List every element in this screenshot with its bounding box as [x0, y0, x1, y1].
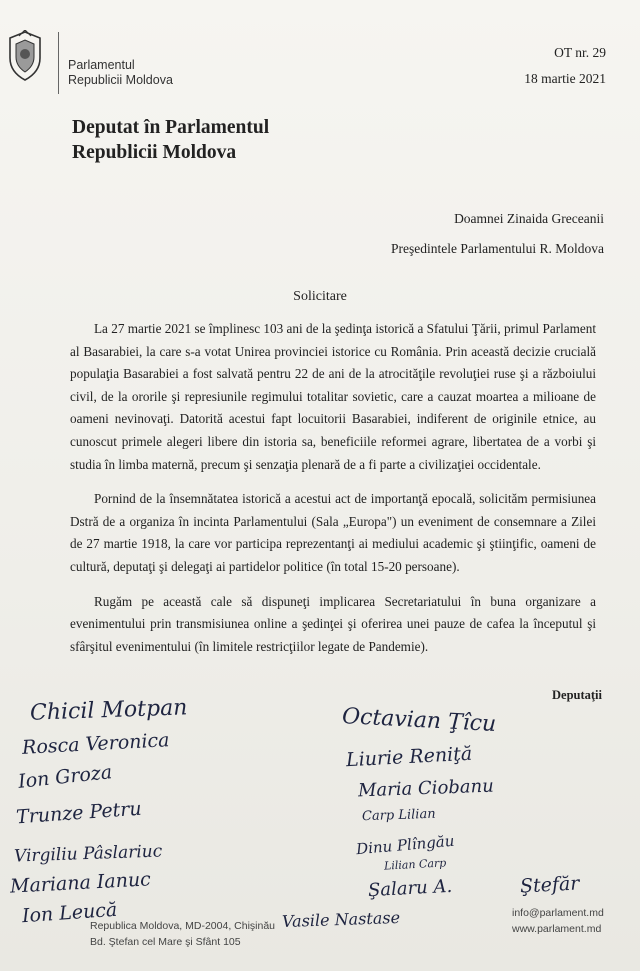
signature: Ion Leucă [21, 898, 118, 928]
signature: Dinu Plîngău [355, 831, 456, 859]
recipient-block [391, 204, 604, 264]
signature: Vasile Nastase [281, 907, 401, 932]
body-paragraph: La 27 martie 2021 se împlinesc 103 ani de la şedinţa istorică a Sfatului Ţării, primul Parlament al Basarabiei, la care s-a votat Unirea provinciei istorice cu România. Prin această decizie crucială populaţia Basarabiei a fost salvată pentru 22 de ani de la atrocităţile revoluţiei ruse şi a războiului civil, de la ororile şi represiunile regimului totalitar sovietic, care a cauzat moartea a milioane de oameni nevinovaţi. Datorită acestui fapt locuitorii Basarabiei, indiferent de originile etnice, au cunoscut primele alegeri libere din istoria sa, beneficiile reformei agrare, libertatea de a vorbi şi studia în limba maternă, precum şi senzaţia plenară de a fi parte a civilizaţiei occidentale. [70, 321, 596, 472]
footer-address-line-2: Bd. Ştefan cel Mare şi Sfânt 105 [90, 936, 241, 948]
signature: Liurie Reniţă [345, 742, 473, 772]
signature: Chicil Motpan [29, 695, 188, 726]
signatories-label: Deputaţii [552, 688, 602, 702]
signature: Lilian Carp [383, 856, 447, 873]
sender-title [72, 115, 269, 165]
signature: Mariana Ianuc [9, 868, 152, 898]
institution-line-1: Parlamentul [68, 58, 135, 72]
signature: Virgiliu Pâslariuc [13, 841, 163, 867]
signature: Ştefăr [519, 872, 580, 898]
letter-date: 18 martie 2021 [524, 71, 606, 86]
coat-of-arms-icon [6, 30, 44, 82]
footer-email: info@parlament.md [512, 907, 604, 919]
sender-line-1: Deputat în Parlamentul [72, 117, 270, 138]
reference-number: OT nr. 29 [554, 45, 606, 60]
recipient-name: Doamnei Zinaida Greceanii [454, 211, 604, 226]
letter-subject: Solicitare [293, 289, 347, 304]
sender-line-2: Republicii Moldova [72, 142, 237, 163]
letter-body [70, 318, 596, 670]
body-paragraph: Pornind de la însemnătatea istorică a acestui act de importanţă epocală, solicităm permisiunea Dstră de a organiza în incinta Parlamentului (Sala „Europa") un eveniment de consemnare a Zilei de 27 martie 1918, la care vor participa reprezentanţi ai mediului academic şi ştiinţific, oameni de cultură, deputaţi şi delegaţi ai partidelor politice (în total 15-20 persoane). [70, 491, 596, 574]
institution-line-2: Republicii Moldova [68, 73, 173, 87]
header-divider [58, 32, 59, 94]
body-paragraph: Rugăm pe această cale să dispuneţi implicarea Secretariatului în buna organizare a evenimentului prin transmisiunea online a şedinţei şi oferirea unei pauze de cafea la începutul şi sfârşitul evenimentului (în limitele restricţiilor legate de Pandemie). [70, 593, 596, 654]
signature: Şalaru A. [367, 875, 453, 902]
recipient-title: Preşedintele Parlamentului R. Moldova [391, 241, 604, 256]
signature: Rosca Veronica [21, 729, 171, 759]
signature: Trunze Petru [15, 797, 143, 829]
footer-website: www.parlament.md [512, 923, 602, 935]
signature: Carp Lilian [361, 806, 436, 825]
signature: Maria Ciobanu [357, 775, 495, 802]
footer-address [90, 918, 275, 950]
reference-block [524, 40, 606, 92]
footer-address-line-1: Republica Moldova, MD-2004, Chişinău [90, 920, 276, 932]
signature: Octavian Ţîcu [341, 703, 497, 738]
institution-name [68, 58, 173, 88]
footer-contact [512, 905, 604, 937]
signature: Ion Groza [17, 761, 114, 793]
